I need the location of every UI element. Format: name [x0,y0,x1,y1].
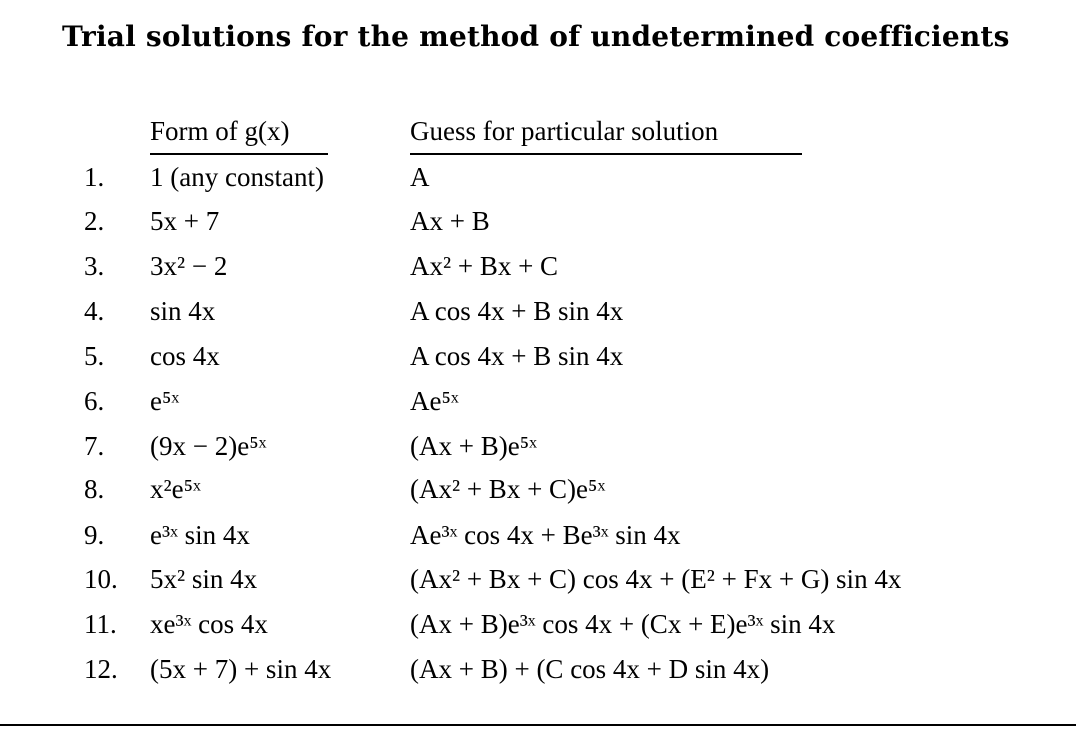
table-row [0,431,1076,475]
guess-column-header: Guess for particular solution [410,116,719,146]
guess-header-underline [410,153,802,155]
guess-cell: Ae³ˣ cos 4x + Be³ˣ sin 4x [410,520,681,550]
guess-cell: A [410,162,430,192]
form-cell: 3x² − 2 [150,251,228,281]
guess-cell: (Ax² + Bx + C) cos 4x + (E² + Fx + G) sin 4x [410,564,902,594]
form-column-header: Form of g(x) [150,116,290,146]
row-number: 5. [84,341,105,371]
row-number: 9. [84,520,105,550]
row-number: 12. [84,654,118,684]
row-number: 4. [84,296,105,326]
guess-cell: A cos 4x + B sin 4x [410,296,624,326]
form-cell: (5x + 7) + sin 4x [150,654,332,684]
guess-cell: A cos 4x + B sin 4x [410,341,624,371]
form-cell: x²e⁵ˣ [150,474,201,504]
table-row [0,520,1076,564]
guess-cell: (Ax + B)e⁵ˣ [410,431,537,461]
row-number: 10. [84,564,118,594]
form-cell: cos 4x [150,341,220,371]
form-cell: (9x − 2)e⁵ˣ [150,431,267,461]
row-number: 1. [84,162,105,192]
table-row [0,162,1076,206]
form-cell: e³ˣ sin 4x [150,520,250,550]
table-row [0,341,1076,385]
table-row [0,206,1076,250]
table-row [0,296,1076,340]
row-number: 7. [84,431,105,461]
row-number: 6. [84,386,105,416]
form-header-underline [150,153,328,155]
guess-cell: (Ax² + Bx + C)e⁵ˣ [410,474,606,504]
page-title: Trial solutions for the method of undetermined coefficients [62,20,1010,53]
table-row [0,564,1076,608]
row-number: 8. [84,474,105,504]
table-row [0,386,1076,430]
table-row [0,609,1076,653]
guess-cell: Ax² + Bx + C [410,251,559,281]
form-cell: 1 (any constant) [150,162,324,192]
table-row [0,654,1076,698]
table-row [0,251,1076,295]
table-row [0,474,1076,518]
guess-cell: (Ax + B)e³ˣ cos 4x + (Cx + E)e³ˣ sin 4x [410,609,836,639]
bottom-divider [0,724,1076,726]
guess-cell: Ax + B [410,206,490,236]
form-cell: xe³ˣ cos 4x [150,609,268,639]
form-cell: sin 4x [150,296,216,326]
form-cell: 5x + 7 [150,206,220,236]
row-number: 2. [84,206,105,236]
guess-cell: Ae⁵ˣ [410,386,459,416]
row-number: 3. [84,251,105,281]
row-number: 11. [84,609,117,639]
form-cell: e⁵ˣ [150,386,180,416]
guess-cell: (Ax + B) + (C cos 4x + D sin 4x) [410,654,770,684]
form-cell: 5x² sin 4x [150,564,258,594]
